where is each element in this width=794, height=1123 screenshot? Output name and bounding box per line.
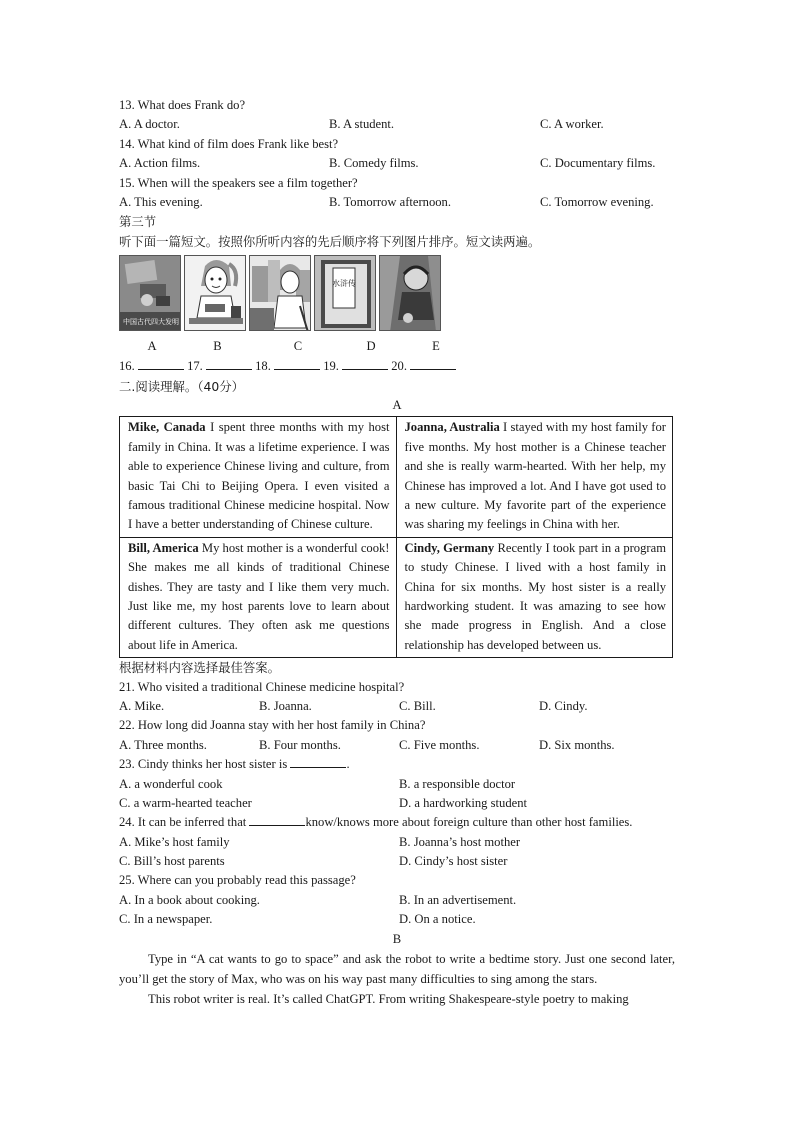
option-d: D. Six months.	[539, 737, 615, 752]
passage-b-paragraph-2: This robot writer is real. It’s called ChatGPT. From writing Shakespeare-style poetry to making	[148, 992, 629, 1007]
blank-16[interactable]	[138, 358, 184, 370]
option-a: A. In a book about cooking.	[119, 892, 260, 907]
option-a: A. This evening.	[119, 194, 203, 209]
option-d: D. Cindy.	[539, 698, 588, 713]
option-b: B. Joanna.	[259, 698, 312, 713]
question-14: 14. What kind of film does Frank like best?	[119, 136, 339, 151]
option-a: A. Mike’s host family	[119, 834, 230, 849]
passage-b-label: B	[392, 931, 402, 946]
reading-instruction: 根据材料内容选择最佳答案。	[119, 660, 281, 676]
question-13: 13. What does Frank do?	[119, 98, 246, 112]
option-b: B. a responsible doctor	[399, 776, 516, 791]
section-3-title: 第三节	[119, 214, 157, 230]
question-25: 25. Where can you probably read this passage?	[119, 873, 356, 888]
option-b: B. Four months.	[259, 737, 341, 752]
question-23-options-row1	[119, 775, 675, 794]
option-c: C. Bill’s host parents	[119, 854, 225, 869]
blank-17[interactable]	[206, 358, 252, 370]
blank-18[interactable]	[274, 358, 320, 370]
option-b: B. In an advertisement.	[399, 892, 517, 907]
option-c: C. In a newspaper.	[119, 912, 213, 927]
picture-e	[379, 255, 441, 331]
option-d: D. a hardworking student	[399, 795, 528, 810]
picture-b	[184, 255, 246, 331]
question-22-options	[119, 736, 675, 755]
option-c: C. Tomorrow evening.	[540, 194, 654, 209]
passage-a-label: A	[392, 397, 402, 412]
answer-blanks: 16. 17. 18. 19. 20.	[119, 357, 675, 376]
picture-a-caption: 中国古代四大发明	[123, 318, 179, 327]
option-a: A. Action films.	[119, 156, 201, 171]
picture-label-d: D	[366, 339, 376, 354]
option-c: C. a warm-hearted teacher	[119, 795, 252, 810]
picture-label-a: A	[147, 339, 157, 354]
option-d: D. Cindy’s host sister	[399, 854, 508, 869]
option-c: C. Five months.	[399, 737, 480, 752]
host-cell-joanna: Joanna, Australia I stayed with my host family for five months. My host mother is a Chinese teacher and she is really warm-hearted. With her help, my Chinese has improved a lot. And I have got used to a new culture. My favorite part of the experience was sharing my feelings in China with her.	[396, 417, 673, 537]
question-22: 22. How long did Joanna stay with her host family in China?	[119, 718, 426, 733]
option-b: B. A student.	[329, 117, 395, 132]
picture-d	[314, 255, 376, 331]
option-b: B. Tomorrow afternoon.	[329, 194, 452, 209]
passage-b-paragraph-1: Type in “A cat wants to go to space” and ask the robot to write a bedtime story. Just one second later, you’ll get the story of Max, who was on his way past many difficulties to sing among the stars.	[119, 952, 675, 987]
blank-20[interactable]	[410, 358, 456, 370]
question-14-options	[119, 154, 675, 173]
question-23-options-row2	[119, 794, 675, 813]
option-a: A. Mike.	[119, 698, 165, 713]
picture-a	[119, 255, 181, 331]
question-24: 24. It can be inferred that know/knows more about foreign culture than other host families.	[119, 815, 633, 830]
reading-section-title: 二.阅读理解。（40分）	[119, 378, 245, 394]
host-cell-mike: Mike, Canada I spent three months with my host family in China. It was a lifetime experience. I was able to experience Chinese living and culture, from basic Tai Chi to Beijing Opera. I even visited a famous traditional Chinese medicine hospital. Now I have a better understanding of Chinese culture.	[120, 417, 397, 537]
section-3-instruction: 听下面一篇短文。按照你所听内容的先后顺序将下列图片排序。短文读两遍。	[119, 233, 541, 249]
blank-23[interactable]	[290, 756, 346, 768]
question-24-options-row2	[119, 852, 675, 871]
question-15: 15. When will the speakers see a film together?	[119, 175, 358, 190]
question-15-options	[119, 193, 675, 212]
option-c: C. Bill.	[399, 698, 436, 713]
page-content	[119, 96, 675, 1009]
host-cell-cindy: Cindy, Germany Recently I took part in a program to study Chinese. I lived with a host family in China for six months. My host sister is a really hardworking student. It was amazing to see how she made progress in English. And a close relationship has developed between us.	[396, 537, 673, 657]
question-25-options-row2	[119, 910, 675, 929]
option-d: D. On a notice.	[399, 912, 476, 927]
host-cell-bill: Bill, America My host mother is a wonderful cook! She makes me all kinds of traditional Chinese dishes. They are tasty and I like them very much. Just like me, my host parents love to learn about different cultures. They often ask me questions about life in America.	[120, 537, 397, 657]
option-b: B. Joanna’s host mother	[399, 834, 521, 849]
question-25-options-row1	[119, 891, 675, 910]
blank-24[interactable]	[249, 814, 305, 826]
picture-d-caption: 水浒传	[332, 279, 356, 289]
picture-label-c: C	[293, 339, 303, 354]
picture-labels	[119, 335, 675, 357]
option-b: B. Comedy films.	[329, 156, 419, 171]
question-13-options	[119, 115, 675, 134]
option-c: C. Documentary films.	[540, 156, 656, 171]
question-23: 23. Cindy thinks her host sister is .	[119, 757, 350, 772]
option-a: A. Three months.	[119, 737, 207, 752]
picture-label-b: B	[213, 339, 222, 354]
host-family-table	[119, 416, 673, 658]
picture-row	[119, 255, 675, 335]
blank-19[interactable]	[342, 358, 388, 370]
option-c: C. A worker.	[540, 117, 604, 132]
question-21-options	[119, 697, 675, 716]
option-a: A. A doctor.	[119, 117, 180, 132]
picture-label-e: E	[432, 339, 440, 354]
question-21: 21. Who visited a traditional Chinese medicine hospital?	[119, 679, 405, 694]
question-24-options-row1	[119, 833, 675, 852]
option-a: A. a wonderful cook	[119, 776, 223, 791]
picture-c	[249, 255, 311, 331]
